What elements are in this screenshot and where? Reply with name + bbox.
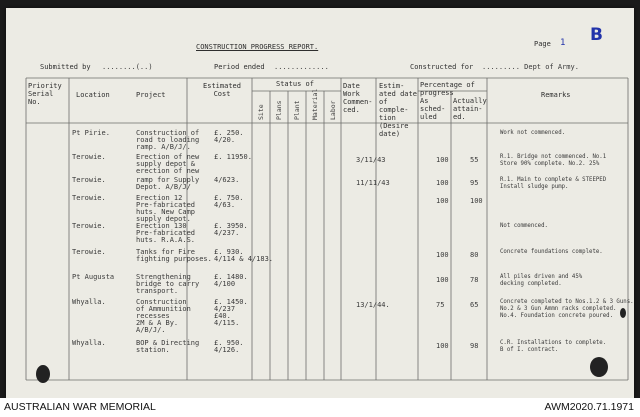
col-location: Location [76, 91, 110, 99]
constructed-for-label: Constructed for [410, 63, 474, 71]
page-annotation: B [590, 25, 603, 45]
row-project-line: Erection 12 [136, 194, 183, 202]
row-cost-line: £. 930. [214, 248, 244, 256]
row-cost-line: 4/20. [214, 136, 236, 144]
row-date-commenced: 3/11/43 [356, 156, 386, 164]
row-cost-line: 4/126. [214, 346, 240, 354]
row-percent-scheduled: 100 [436, 156, 449, 164]
row-project-line: Tanks for Fire [136, 248, 196, 256]
col-priority: Priority Serial No. [28, 82, 62, 106]
row-project-line: 2M & A By. [136, 319, 179, 327]
row-project-line: Pre-fabricated [136, 229, 196, 237]
row-project-line: A/B/J/. [136, 326, 166, 334]
row-cost-line: 4/237. [214, 229, 240, 237]
row-project-line: of Ammunition [136, 305, 191, 313]
row-project-line: recesses [136, 312, 170, 320]
row-remark-line: R.1. Bridge not commenced. No.1 [500, 154, 607, 160]
viewer-footer [0, 398, 640, 417]
col-date-work: Date Work Commen-ced. [343, 82, 373, 114]
row-percent-actual: 65 [470, 301, 479, 309]
row-location: Terowie. [72, 248, 106, 256]
row-percent-actual: 80 [470, 251, 479, 259]
row-project-line: ramp for Supply [136, 176, 200, 184]
row-project-line: supply depot. [136, 215, 191, 223]
row-percent-scheduled: 100 [436, 197, 449, 205]
row-location: Pt Pirie. [72, 129, 110, 137]
row-project-line: Strengthening [136, 273, 191, 281]
col-percentage: Percentage of progress [420, 81, 475, 97]
col-actually-attained: Actually attain-ed. [453, 97, 487, 121]
col-status-site: Site [257, 104, 265, 120]
row-project-line: transport. [136, 287, 179, 295]
row-percent-scheduled: 100 [436, 342, 449, 350]
row-project-line: huts. R.A.A.S. [136, 236, 196, 244]
row-cost-line: 4/237 [214, 305, 236, 313]
row-project-line: Pre-fabricated [136, 201, 196, 209]
row-project-line: Construction of [136, 129, 200, 137]
row-percent-scheduled: 100 [436, 251, 449, 259]
row-remark-line: C.R. Installations to complete. [500, 340, 607, 346]
row-project-line: supply depot & [136, 160, 196, 168]
constructed-for-value: ......... Dept of Army. [482, 63, 579, 71]
col-status-of: Status of [276, 80, 314, 88]
row-remark-line: decking completed. [500, 281, 562, 287]
row-project-line: road to loading [136, 136, 200, 144]
report-title: CONSTRUCTION PROGRESS REPORT. [196, 43, 319, 51]
ink-stain [620, 308, 626, 318]
row-percent-actual: 78 [470, 276, 479, 284]
row-project-line: station. [136, 346, 170, 354]
row-remark-line: B of I. contract. [500, 347, 559, 353]
row-cost-line: £40. [214, 312, 231, 320]
row-cost-line: £. 750. [214, 194, 244, 202]
col-as-scheduled: As sched-uled [420, 97, 446, 121]
row-project-line: ramp. A/B/J/. [136, 143, 191, 151]
row-percent-actual: 100 [470, 197, 483, 205]
row-location: Pt Augusta [72, 273, 115, 281]
row-remark-line: Not commenced. [500, 223, 548, 229]
row-project-line: Construction [136, 298, 187, 306]
row-project-line: huts. New Camp [136, 208, 196, 216]
col-estimated-date: Estim-ated date of comple-tion (Desire date) [379, 82, 417, 138]
row-percent-actual: 55 [470, 156, 479, 164]
row-remark-line: Concrete completed to Nos.1.2 & 3 Guns. [500, 299, 634, 305]
row-location: Terowie. [72, 153, 106, 161]
period-ended-label: Period ended [214, 63, 265, 71]
row-cost-line: £. 11950. [214, 153, 252, 161]
row-percent-actual: 98 [470, 342, 479, 350]
row-project-line: Erection of new [136, 153, 200, 161]
row-remark-line: Concrete foundations complete. [500, 249, 603, 255]
ink-stain [36, 365, 50, 383]
submitted-by-label: Submitted by [40, 63, 91, 71]
row-location: Whyalla. [72, 339, 106, 347]
row-location: Whyalla. [72, 298, 106, 306]
footer-credit: AUSTRALIAN WAR MEMORIAL [4, 401, 156, 413]
row-percent-scheduled: 75 [436, 301, 445, 309]
row-cost-line: £. 1480. [214, 273, 248, 281]
footer-accession-number: AWM2020.71.1971 [544, 401, 634, 413]
row-remark-line: R.1. Main to complete & STEEPED [500, 177, 607, 183]
row-cost-line: £. 1450. [214, 298, 248, 306]
col-remarks: Remarks [541, 91, 571, 99]
row-cost-line: £. 3950. [214, 222, 248, 230]
row-date-commenced: 11/11/43 [356, 179, 390, 187]
row-cost-line: £. 950. [214, 339, 244, 347]
row-project-line: erection of new [136, 167, 200, 175]
row-cost-line: 4/623. [214, 176, 240, 184]
row-remark-line: All piles driven and 45% [500, 274, 583, 280]
period-ended-value: ............. [274, 63, 329, 71]
row-cost-line: £. 250. [214, 129, 244, 137]
row-project-line: Erection 130 [136, 222, 187, 230]
col-estimated-cost: Estimated Cost [203, 82, 241, 98]
row-remark-line: Install sludge pump. [500, 184, 569, 190]
row-project-line: BOP & Directing [136, 339, 200, 347]
row-percent-actual: 95 [470, 179, 479, 187]
row-location: Terowie. [72, 194, 106, 202]
col-status-material: Material [311, 88, 319, 120]
row-remark-line: No.4. Foundation concrete poured. [500, 313, 613, 319]
page-number: 1 [560, 38, 566, 48]
col-status-labor: Labor [329, 100, 337, 120]
row-percent-scheduled: 100 [436, 179, 449, 187]
row-cost-line: 4/115. [214, 319, 240, 327]
row-project-line: bridge to carry [136, 280, 200, 288]
page-label: Page [534, 40, 551, 48]
row-project-line: fighting purposes. [136, 255, 212, 263]
col-status-plant: Plant [293, 100, 301, 120]
row-percent-scheduled: 100 [436, 276, 449, 284]
row-project-line: Depot. A/B/J/ [136, 183, 191, 191]
row-remark-line: Work not commenced. [500, 130, 566, 136]
row-remark-line: Store 90% complete. No.2. 25% [500, 161, 600, 167]
col-project: Project [136, 91, 166, 99]
document-page [6, 8, 634, 398]
row-cost-line: 4/100 [214, 280, 236, 288]
row-cost-line: 4/63. [214, 201, 236, 209]
row-location: Terowie. [72, 222, 106, 230]
row-remark-line: No.2 & 3 Gun Ammn racks completed. [500, 306, 617, 312]
submitted-by-value: ........(..) [102, 63, 153, 71]
col-status-plans: Plans [275, 100, 283, 120]
row-cost-line: 4/114 & 4/183. [214, 255, 274, 263]
ink-stain [590, 357, 608, 377]
row-date-commenced: 13/1/44. [356, 301, 390, 309]
row-location: Terowie. [72, 176, 106, 184]
